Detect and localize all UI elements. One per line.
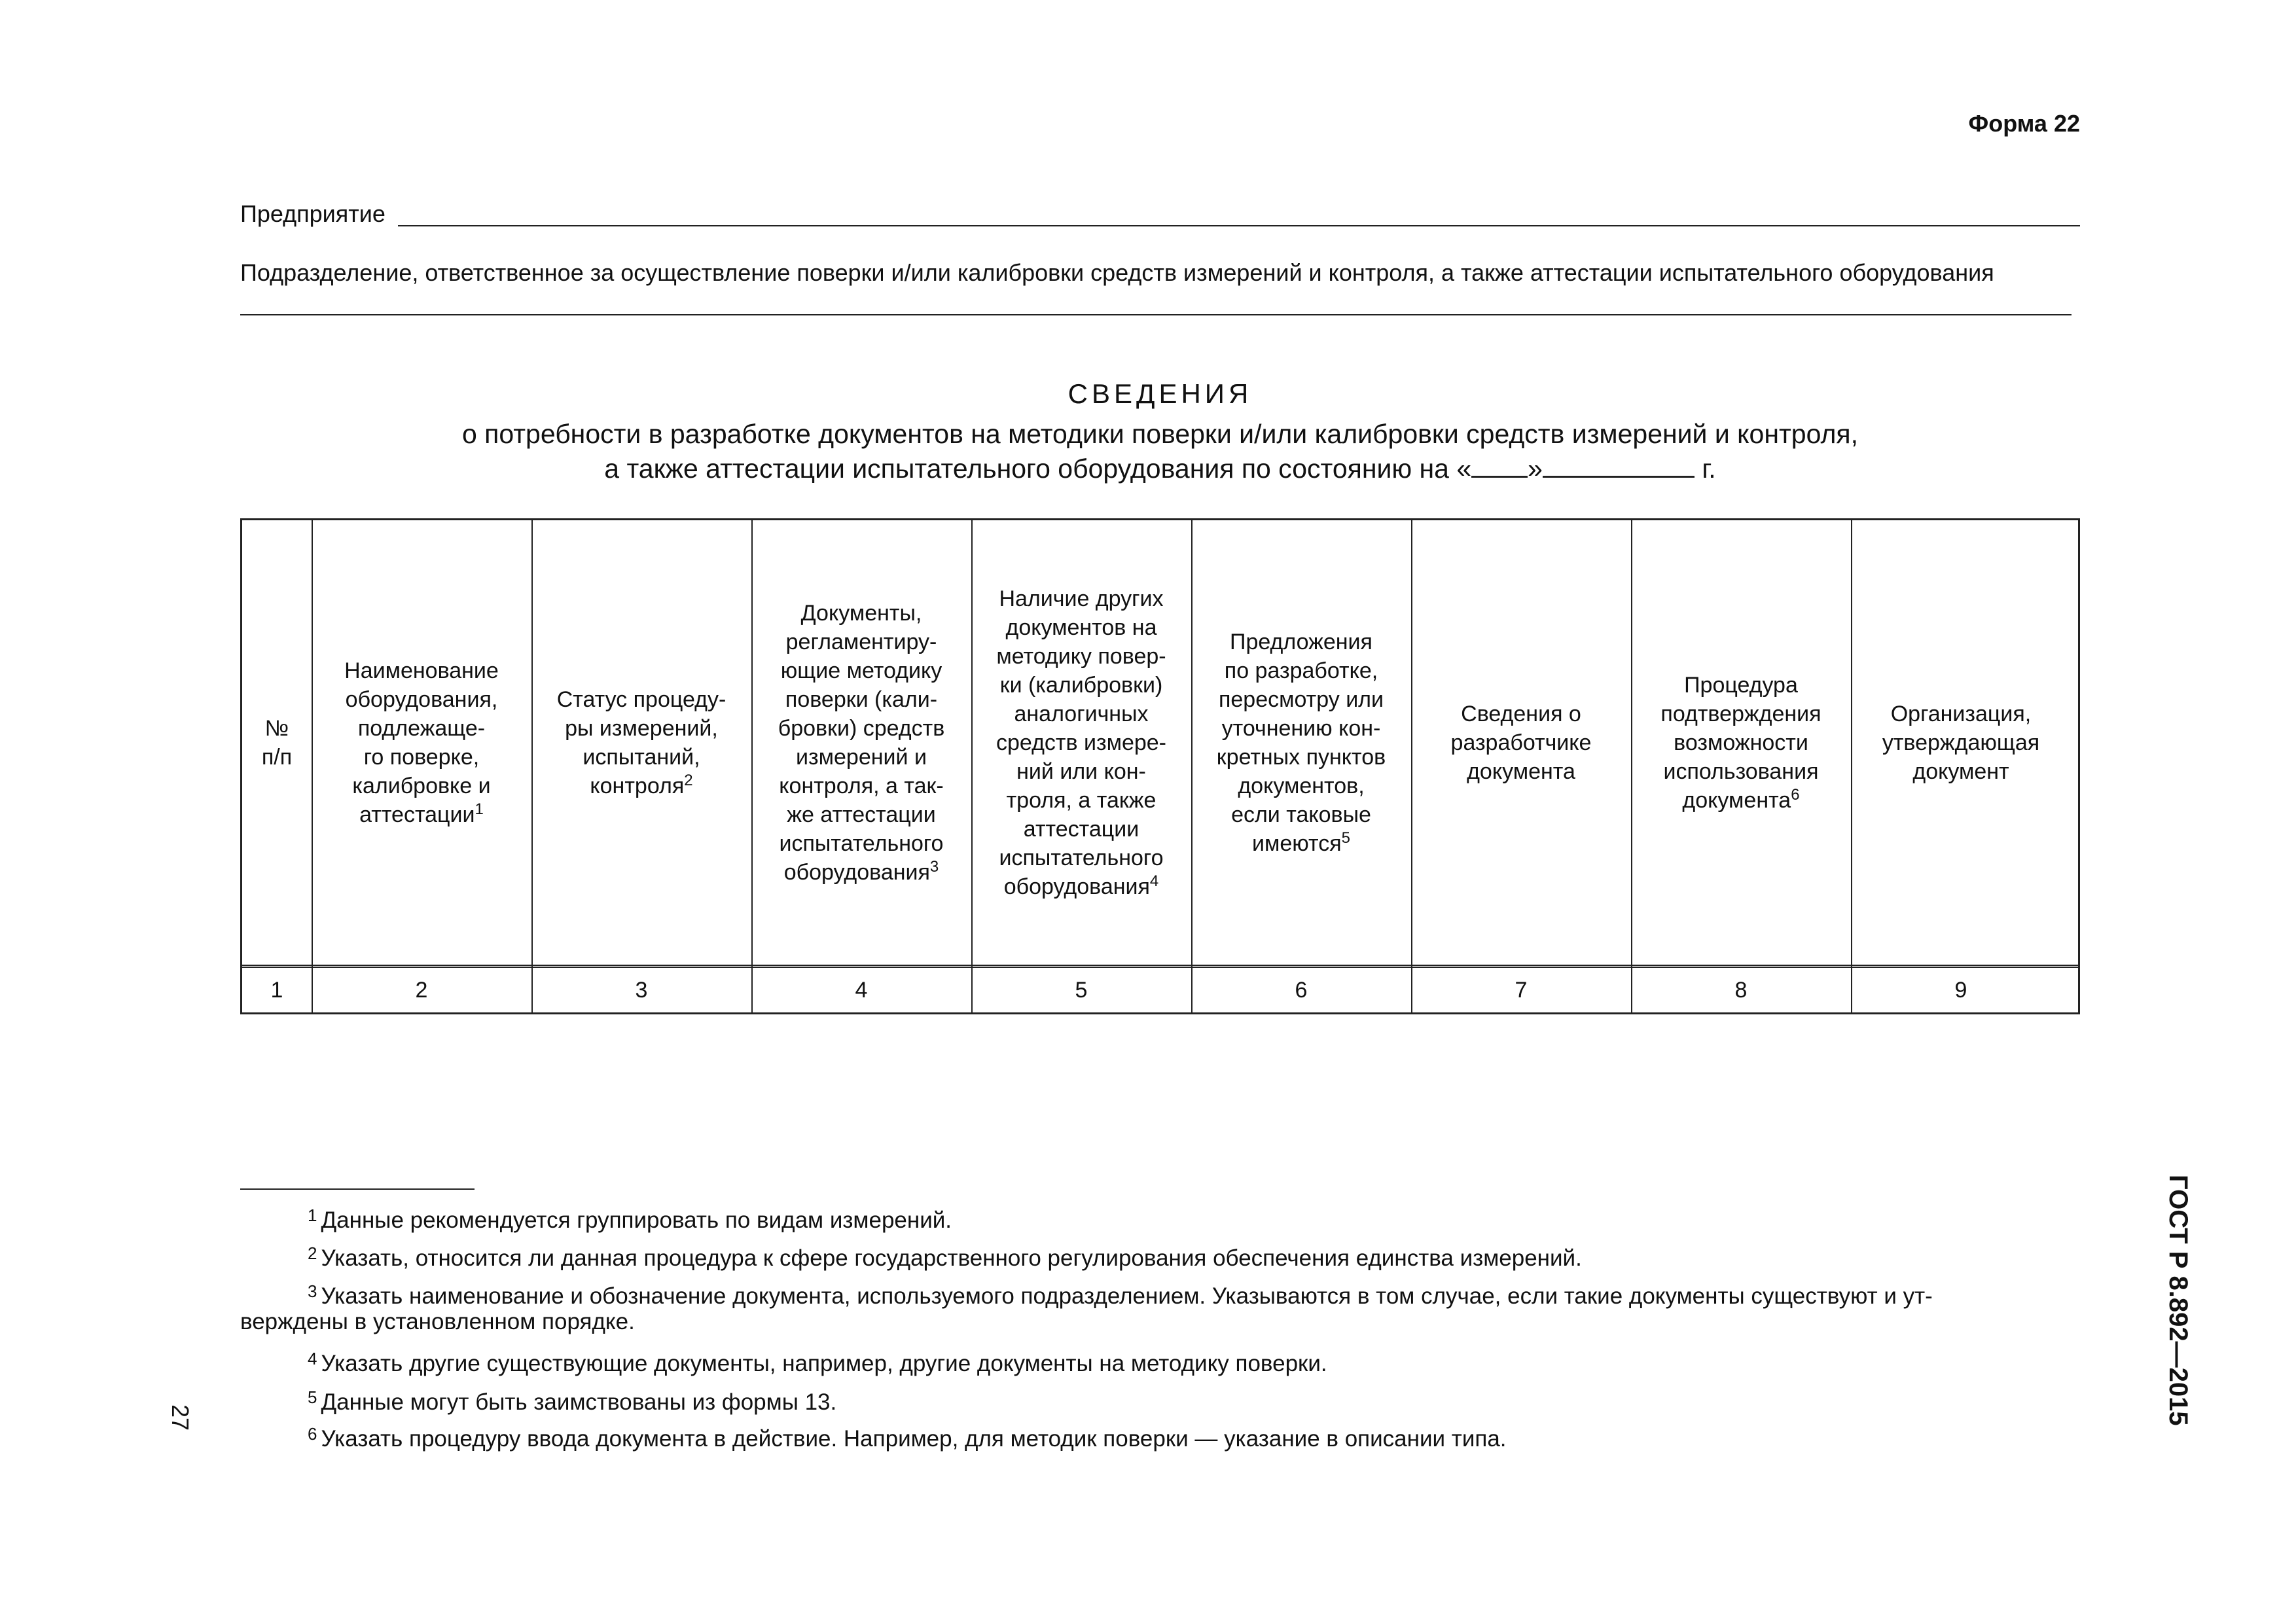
column-number-cell: 1 <box>270 977 283 1003</box>
document-title: СВЕДЕНИЯ <box>1067 378 1253 409</box>
header-text <box>996 584 1166 901</box>
table-header-cell <box>312 520 531 965</box>
footnote-number: 6 <box>308 1424 317 1444</box>
column-number-cell: 9 <box>1954 977 1967 1003</box>
header-text <box>1660 671 1821 815</box>
column-number-cell: 3 <box>635 977 648 1003</box>
header-label: Процедура подтверждения возможности использования документа <box>1660 672 1821 813</box>
date-month-blank <box>1543 452 1695 478</box>
standard-designation: ГОСТ Р 8.892—2015 <box>2164 1175 2193 1426</box>
header-label: Наличие других документов на методику повер- ки (калибровки) аналогичных средств измере- ний или кон- троля, а также аттестации испытательного оборудования <box>996 586 1166 899</box>
footnote-reference: 2 <box>684 771 693 789</box>
footnote-text: Указать другие существующие документы, например, другие документы на методику поверки. <box>321 1351 1327 1376</box>
footnote-1 <box>308 1200 952 1236</box>
footnote-number: 2 <box>308 1243 317 1263</box>
header-label: Сведения о разработчике документа <box>1450 701 1592 784</box>
footnote-text: Указать, относится ли данная процедура к сфере государственного регулирования обеспечения единства измерений. <box>321 1245 1582 1271</box>
enterprise-label: Предприятие <box>240 200 386 227</box>
header-text <box>262 714 292 772</box>
column-number-cell: 2 <box>415 977 428 1003</box>
header-text <box>778 599 945 887</box>
page-number: 27 <box>167 1404 194 1431</box>
footnote-text: Указать наименование и обозначение документа, используемого подразделением. Указываются в том случае, если такие документы существуют и ут- <box>321 1283 1933 1309</box>
enterprise-blank-line <box>398 225 2080 226</box>
date-day-blank <box>1471 452 1528 478</box>
enterprise-field <box>240 200 2080 229</box>
column-number-cell: 7 <box>1515 977 1528 1003</box>
footnote-number: 4 <box>308 1349 317 1368</box>
header-label: № п/п <box>261 715 293 770</box>
footnote-6 <box>308 1418 1507 1455</box>
footnote-reference: 4 <box>1149 872 1159 890</box>
footnote-reference: 3 <box>929 857 939 876</box>
header-text <box>1217 628 1386 858</box>
header-label: Документы, регламентиру- ющие методику поверки (кали- бровки) средств измерений и контроля, а так- же аттестации испытательного оборудования <box>778 600 945 885</box>
division-label: Подразделение, ответственное за осуществление поверки и/или калибровки средств измерений и контроля, а также аттестации испытательного оборудования <box>240 259 1994 286</box>
footnote-number: 1 <box>308 1205 317 1225</box>
footnote-3-continuation: верждены в установленном порядке. <box>240 1309 635 1334</box>
footnote-text: Данные могут быть заимствованы из формы 13. <box>321 1389 837 1415</box>
footnote-5 <box>308 1382 836 1418</box>
subtitle-suffix: г. <box>1694 454 1716 484</box>
requirements-table <box>240 518 2080 1014</box>
division-blank-line <box>240 314 2072 315</box>
header-text <box>344 656 499 829</box>
footnote-reference: 5 <box>1341 829 1350 847</box>
subtitle-mid: » <box>1528 454 1543 484</box>
document-subtitle-line-2 <box>240 452 2080 484</box>
header-label: Предложения по разработке, пересмотру или уточнению кон- кретных пунктов документов, если таковые имеются <box>1216 629 1386 856</box>
footnote-4 <box>308 1343 1327 1380</box>
header-label: Статус процеду- ры измерений, испытаний, контроля <box>556 687 726 798</box>
table-header-cell <box>1851 520 2071 965</box>
footnote-reference: 6 <box>1791 785 1800 804</box>
footnote-text: Данные рекомендуется группировать по видам измерений. <box>321 1207 952 1233</box>
header-label: Наименование оборудования, подлежаще- го поверке, калибровке и аттестации <box>344 658 499 827</box>
footnote-2 <box>308 1238 1582 1274</box>
table-header-cell <box>1191 520 1411 965</box>
header-label: Организация, утверждающая документ <box>1882 701 2040 784</box>
footnote-text: Указать процедуру ввода документа в действие. Например, для методик поверки — указание в описании типа. <box>321 1426 1507 1452</box>
subtitle-prefix: а также аттестации испытательного оборудования по состоянию на « <box>604 454 1472 484</box>
footnote-number: 5 <box>308 1387 317 1407</box>
header-text <box>1451 700 1592 786</box>
footnote-number: 3 <box>308 1281 317 1301</box>
table-header-cell <box>971 520 1191 965</box>
column-number-cell: 6 <box>1295 977 1308 1003</box>
footnote-divider <box>240 1188 475 1190</box>
form-label: Форма 22 <box>1968 110 2080 137</box>
table-header-cell <box>1631 520 1851 965</box>
table-header-cell <box>531 520 751 965</box>
table-header-cell <box>1411 520 1631 965</box>
column-number-cell: 5 <box>1075 977 1088 1003</box>
document-subtitle-line-1: о потребности в разработке документов на методики поверки и/или калибровки средств измерений и контроля, <box>461 419 1858 449</box>
table-header-cell <box>242 520 312 965</box>
table-header-cell <box>751 520 971 965</box>
header-text <box>557 685 726 800</box>
column-number-cell: 4 <box>855 977 868 1003</box>
header-text <box>1882 700 2039 786</box>
footnote-reference: 1 <box>475 800 484 818</box>
column-number-cell: 8 <box>1734 977 1748 1003</box>
